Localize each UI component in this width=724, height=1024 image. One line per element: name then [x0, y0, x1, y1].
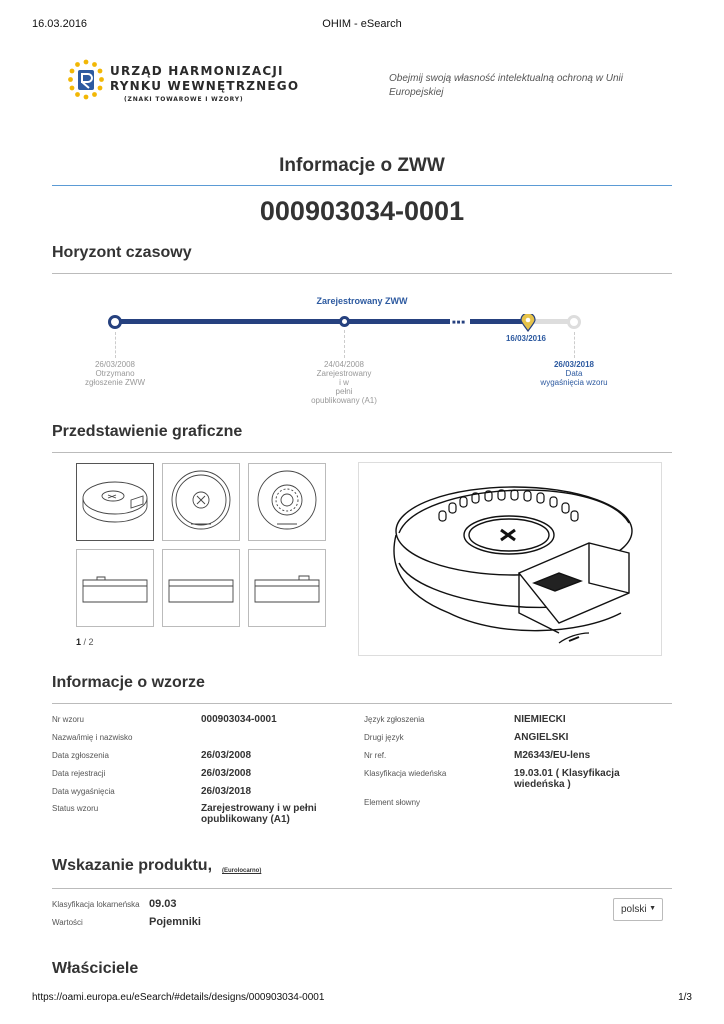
timeline-connector-1: [115, 332, 116, 358]
label-reference-number: Nr ref.: [364, 751, 387, 760]
logo-line-2: RYNKU WEWNĘTRZNEGO: [110, 79, 300, 93]
design-number: 000903034-0001: [259, 196, 465, 226]
label-vienna-classification: Klasyfikacja wiedeńska: [364, 769, 447, 778]
label-design-status: Status wzoru: [52, 804, 99, 813]
label-registration-date: Data rejestracji: [52, 769, 106, 778]
gallery-pager[interactable]: 1 / 2: [76, 637, 94, 647]
print-header: [32, 18, 692, 32]
product-divider: [52, 888, 672, 889]
design-main-image[interactable]: [358, 462, 662, 656]
timeline-node-expiry[interactable]: [567, 315, 581, 329]
print-page-number: 1/3: [678, 992, 692, 1003]
title-divider: [52, 185, 672, 186]
thumbnail-view-6[interactable]: [248, 549, 326, 627]
design-info-heading: Informacje o wzorze: [52, 674, 205, 691]
today-marker-icon: [520, 314, 536, 332]
chevron-down-icon: ▼: [649, 905, 656, 912]
container-bottom-thumb: [249, 464, 325, 540]
value-design-status: Zarejestrowany i w pełni opublikowany (A1): [201, 803, 317, 825]
value-product-values: Pojemniki: [149, 916, 201, 928]
timeline-event-registration: 24/04/2008 Zarejestrowany i w pełni opublikowany (A1): [311, 360, 377, 405]
label-design-number: Nr wzoru: [52, 715, 85, 724]
label-filing-date: Data zgłoszenia: [52, 751, 109, 760]
label-product-values: Wartości: [52, 918, 83, 927]
design-info-divider: [52, 703, 672, 704]
thumbnail-view-5[interactable]: [162, 549, 240, 627]
value-locarno-class: 09.03: [149, 898, 177, 910]
print-footer: [32, 992, 692, 1006]
value-filing-date: 26/03/2008: [201, 750, 252, 761]
timeline-connector-2: [344, 330, 345, 358]
thumbnail-view-2[interactable]: [162, 463, 240, 541]
timeline-gap-dots: ■■■: [452, 320, 466, 326]
logo-line-1: URZĄD HARMONIZACJI: [110, 64, 284, 78]
container-side-thumb-1: [77, 550, 153, 626]
timeline-connector-3: [574, 332, 575, 358]
eu-stars-logo-icon: [66, 58, 108, 104]
value-registration-date: 26/03/2008: [201, 768, 252, 779]
container-side-thumb-3: [249, 550, 325, 626]
container-drawing-large: [359, 463, 662, 656]
value-second-language: ANGIELSKI: [514, 732, 569, 743]
owners-heading: Właściciele: [52, 960, 139, 977]
value-filing-language: NIEMIECKI: [514, 714, 566, 725]
value-design-number: 000903034-0001: [201, 714, 277, 725]
print-window-title: OHIM - eSearch: [322, 18, 402, 30]
label-expiry-date: Data wygaśnięcia: [52, 787, 115, 796]
timeline-today-date: 16/03/2016: [505, 334, 547, 343]
product-heading: Wskazanie produktu,: [52, 857, 213, 874]
thumbnail-view-3[interactable]: [248, 463, 326, 541]
value-expiry-date: 26/03/2018: [201, 786, 252, 797]
timeline-bar-main: [116, 319, 450, 324]
print-url: https://oami.europa.eu/eSearch/#details/designs/000903034-0001: [32, 992, 325, 1003]
print-date: 16.03.2016: [32, 18, 88, 30]
container-side-thumb-2: [163, 550, 239, 626]
ohim-logo[interactable]: [66, 58, 316, 106]
value-vienna-classification: 19.03.01 ( Klasyfikacja wiedeńska ): [514, 768, 620, 790]
timeline-node-registration[interactable]: [339, 316, 350, 327]
thumbnail-view-4[interactable]: [76, 549, 154, 627]
page-title: Informacje o ZWW: [279, 155, 445, 176]
value-reference-number: M26343/EU-lens: [514, 750, 591, 761]
timeline-heading: Horyzont czasowy: [52, 244, 192, 261]
language-select[interactable]: polski ▼: [613, 898, 663, 921]
timeline-node-filing[interactable]: [108, 315, 122, 329]
label-name: Nazwa/imię i nazwisko: [52, 733, 133, 742]
container-top-thumb: [163, 464, 239, 540]
eurolocarno-link[interactable]: (Eurolocarno): [222, 868, 262, 874]
timeline-event-filing: 26/03/2008 Otrzymano zgłoszenie ZWW: [84, 360, 145, 387]
logo-line-3: (ZNAKI TOWAROWE I WZORY): [124, 96, 244, 103]
timeline-divider: [52, 273, 672, 274]
label-word-element: Element słowny: [364, 798, 421, 807]
timeline-status: Zarejestrowany ZWW: [316, 296, 408, 306]
graphics-heading: Przedstawienie graficzne: [52, 423, 243, 440]
timeline-event-expiry: 26/03/2018 Data wygaśnięcia wzoru: [540, 360, 608, 387]
container-perspective-thumb: [77, 464, 153, 540]
graphics-divider: [52, 452, 672, 453]
label-filing-language: Język zgłoszenia: [364, 715, 425, 724]
label-second-language: Drugi język: [364, 733, 404, 742]
label-locarno-class: Klasyfikacja lokarneńska: [52, 900, 140, 909]
header-slogan: Obejmij swoją własność intelektualną ochroną w Unii Europejskiej: [389, 73, 623, 98]
thumbnail-view-1[interactable]: [76, 463, 154, 541]
